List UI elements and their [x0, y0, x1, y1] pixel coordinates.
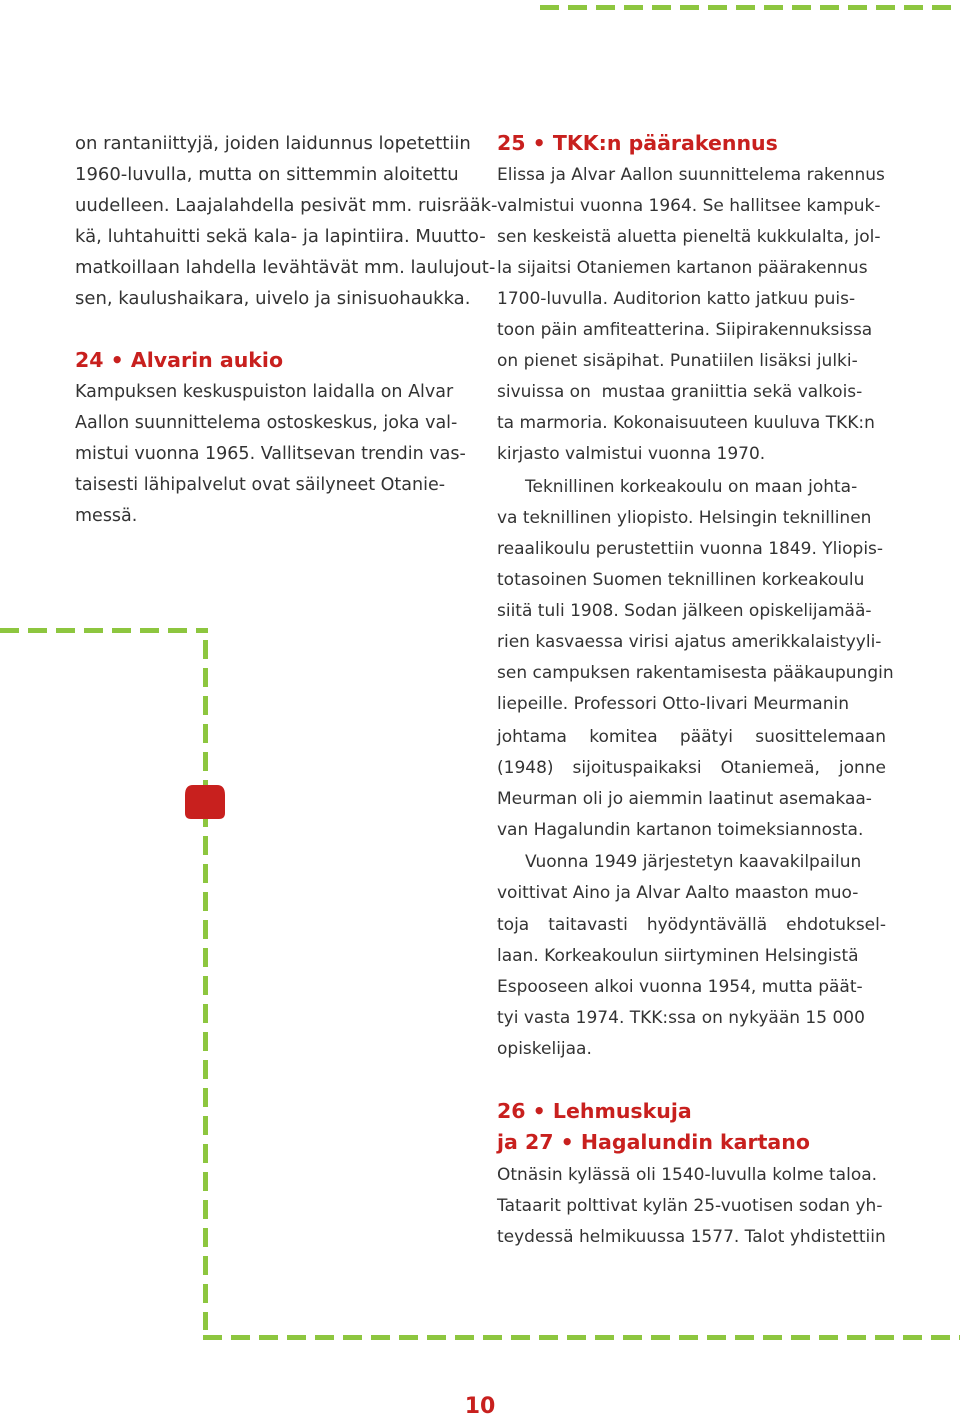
path-bottom	[203, 1335, 960, 1340]
text-line: messä.	[75, 506, 138, 526]
text-line: taisesti lähipalvelut ovat säilyneet Otanie-	[75, 475, 446, 495]
text-line: on pienet sisäpihat. Punatiilen lisäksi julki-	[497, 351, 858, 371]
text-line: teydessä helmikuussa 1577. Talot yhdistettiin	[497, 1227, 886, 1247]
path-top-left	[0, 628, 208, 633]
text-line: rien kasvaessa virisi ajatus amerikkalaistyyli-	[497, 632, 882, 652]
text-line: uudelleen. Laajalahdella pesivät mm. ruisrääk-	[75, 195, 498, 216]
text-line: opiskelijaa.	[497, 1039, 592, 1059]
text-line: toja taitavasti hyödyntävällä ehdotuksel-	[497, 915, 886, 935]
text-line: laan. Korkeakoulun siirtyminen Helsingistä	[497, 946, 859, 966]
text-line: sen campuksen rakentamisesta pääkaupungin	[497, 663, 894, 683]
section-26-heading-line1: 26 • Lehmuskuja	[497, 1099, 692, 1123]
text-line: Espooseen alkoi vuonna 1954, mutta päät-	[497, 977, 863, 997]
path-top-right	[540, 5, 960, 10]
text-line: matkoillaan lahdella levähtävät mm. laulujout-	[75, 257, 496, 278]
text-line: la sijaitsi Otaniemen kartanon päärakennus	[497, 258, 868, 278]
section-26-heading-line2: ja 27 • Hagalundin kartano	[497, 1130, 810, 1154]
text-line: mistui vuonna 1965. Vallitsevan trendin vas-	[75, 444, 466, 464]
text-line: 1960-luvulla, mutta on sittemmin aloitettu	[75, 164, 459, 185]
text-line: (1948) sijoituspaikaksi Otaniemeä, jonne	[497, 758, 886, 778]
text-line: tyi vasta 1974. TKK:ssa on nykyään 15 000	[497, 1008, 865, 1028]
text-line: Elissa ja Alvar Aallon suunnittelema rakennus	[497, 165, 885, 185]
text-line: Meurman oli jo aiemmin laatinut asemakaa-	[497, 789, 872, 809]
text-line: kirjasto valmistui vuonna 1970.	[497, 444, 766, 464]
text-line: siitä tuli 1908. Sodan jälkeen opiskelijamää-	[497, 601, 872, 621]
text-line: Tataarit polttivat kylän 25-vuotisen sodan yh-	[497, 1196, 883, 1216]
text-line: valmistui vuonna 1964. Se hallitsee kampuk-	[497, 196, 881, 216]
map-marker-icon	[183, 783, 227, 821]
text-line: va teknillinen yliopisto. Helsingin teknillinen	[497, 508, 872, 528]
text-line: voittivat Aino ja Alvar Aalto maaston muo-	[497, 883, 859, 903]
page-number: 10	[464, 1394, 496, 1419]
text-line: 1700-luvulla. Auditorion katto jatkuu puis-	[497, 289, 856, 309]
text-line: van Hagalundin kartanon toimeksiannosta.	[497, 820, 864, 840]
text-line: Teknillinen korkeakoulu on maan johta-	[525, 477, 858, 497]
text-line: Vuonna 1949 järjestetyn kaavakilpailun	[525, 852, 862, 872]
path-vertical	[203, 640, 208, 1330]
text-line: reaalikoulu perustettiin vuonna 1849. Yliopis-	[497, 539, 884, 559]
section-25-heading: 25 • TKK:n päärakennus	[497, 131, 778, 155]
text-line: on rantaniittyjä, joiden laidunnus lopetettiin	[75, 133, 471, 154]
text-line: totasoinen Suomen teknillinen korkeakoulu	[497, 570, 865, 590]
text-line: kä, luhtahuitti sekä kala- ja lapintiira. Muutto-	[75, 226, 486, 247]
text-line: Aallon suunnittelema ostoskeskus, joka val-	[75, 413, 458, 433]
text-line: Otnäsin kylässä oli 1540-luvulla kolme taloa.	[497, 1165, 878, 1185]
text-line: ta marmoria. Kokonaisuuteen kuuluva TKK:n	[497, 413, 875, 433]
text-line: sivuissa on mustaa graniittia sekä valkois-	[497, 382, 863, 402]
text-line: toon päin amfiteatterina. Siipirakennuksissa	[497, 320, 873, 340]
text-line: johtama komitea päätyi suosittelemaan	[497, 727, 886, 747]
text-line: sen, kaulushaikara, uivelo ja sinisuohaukka.	[75, 288, 471, 309]
text-line: Kampuksen keskuspuiston laidalla on Alvar	[75, 382, 454, 402]
text-line: liepeille. Professori Otto-Iivari Meurmanin	[497, 694, 849, 714]
section-24-heading: 24 • Alvarin aukio	[75, 348, 284, 372]
text-line: sen keskeistä aluetta pieneltä kukkulalta, jol-	[497, 227, 881, 247]
